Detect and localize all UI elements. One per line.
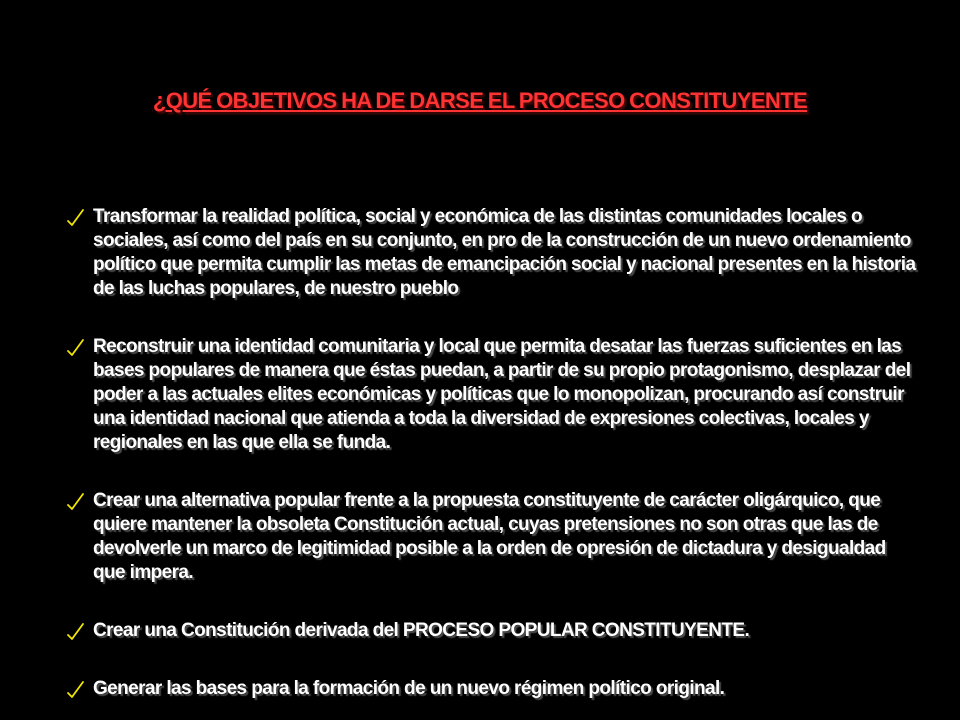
list-item <box>66 205 916 301</box>
slide-title: ¿QUÉ OBJETIVOS HA DE DARSE EL PROCESO CONSTITUYENTE <box>152 88 808 113</box>
objectives-list <box>66 205 916 720</box>
list-item-text: Reconstruir una identidad comunitaria y local que permita desatar las fuerzas suficientes en las bases populares de manera que éstas puedan, a partir de su propio protagonismo, desplazar del poder a las actuales elites económicas y políticas que lo monopolizan, procurando así construir una identidad nacional que atienda a toda la diversidad de expresiones colectivas, locales y regionales en las que ella se funda. <box>93 336 911 453</box>
list-item-text: Crear una Constitución derivada del PROCESO POPULAR CONSTITUYENTE. <box>93 620 750 641</box>
checkmark-icon <box>66 621 86 641</box>
list-item <box>66 335 916 455</box>
checkmark-icon <box>66 491 86 511</box>
list-item-text: Crear una alternativa popular frente a la propuesta constituyente de carácter oligárquico, que quiere mantener la obsoleta Constitución actual, cuyas pretensiones no son otras que las de devolverle un marco de legitimidad posible a la orden de opresión de dictadura y desigualdad que impera. <box>93 490 886 583</box>
checkmark-icon <box>66 207 86 227</box>
list-item <box>66 677 916 701</box>
list-item-text: Transformar la realidad política, social y económica de las distintas comunidades locales o sociales, así como del país en su conjunto, en pro de la construcción de un nuevo ordenamiento político que permita cumplir las metas de emancipación social y nacional presentes en la historia de las luchas populares, de nuestro pueblo <box>93 206 916 299</box>
list-item-text: Generar las bases para la formación de un nuevo régimen político original. <box>93 678 725 699</box>
list-item <box>66 489 916 585</box>
checkmark-icon <box>66 337 86 357</box>
checkmark-icon <box>66 679 86 699</box>
list-item <box>66 619 916 643</box>
